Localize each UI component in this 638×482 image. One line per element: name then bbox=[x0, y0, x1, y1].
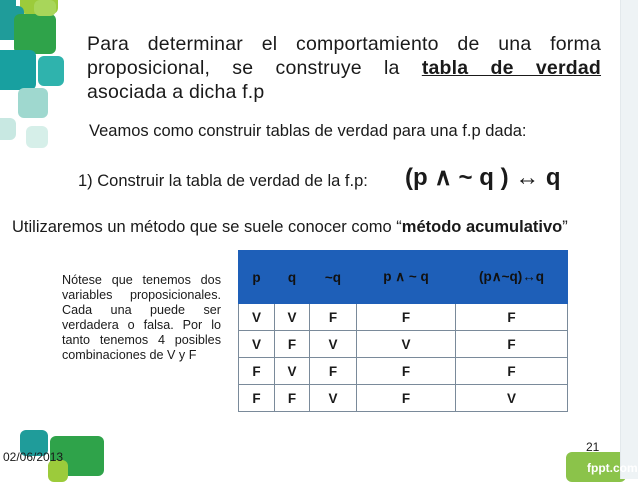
decor-square bbox=[34, 0, 56, 16]
table-row bbox=[239, 385, 568, 412]
subtitle-line: Veamos como construir tablas de verdad para una f.p dada: bbox=[89, 122, 527, 140]
table-cell: F bbox=[456, 331, 568, 358]
header-biconditional: (p∧~q)↔q bbox=[456, 251, 568, 304]
table-cell: F bbox=[310, 358, 357, 385]
table-cell: V bbox=[310, 385, 357, 412]
table-cell: F bbox=[357, 358, 456, 385]
table-header-row bbox=[239, 251, 568, 304]
decor-square bbox=[26, 126, 48, 148]
header-not-q: ~q bbox=[310, 251, 357, 304]
metodo-line bbox=[12, 218, 568, 237]
table-cell: F bbox=[275, 385, 310, 412]
table-row bbox=[239, 331, 568, 358]
intro-paragraph bbox=[87, 32, 601, 104]
header-p-and-not-q: p ∧ ~ q bbox=[357, 251, 456, 304]
table-cell: V bbox=[357, 331, 456, 358]
tabla-de-verdad-emphasis: tabla de verdad bbox=[421, 57, 602, 79]
table-row bbox=[239, 304, 568, 331]
metodo-post: ” bbox=[562, 218, 568, 236]
table-cell: F bbox=[357, 304, 456, 331]
table-cell: F bbox=[275, 331, 310, 358]
fppt-logo: fppt.com bbox=[587, 461, 638, 475]
slide-date: 02/06/2013 bbox=[3, 450, 64, 464]
table-cell: V bbox=[456, 385, 568, 412]
table-cell: F bbox=[239, 358, 275, 385]
decor-square bbox=[18, 88, 48, 118]
intro-line-1: Para determinar el comportamiento de una forma bbox=[87, 33, 601, 55]
intro-line-3: asociada a dicha f.p bbox=[87, 81, 265, 103]
right-edge-bar bbox=[620, 0, 638, 479]
table-cell: F bbox=[310, 304, 357, 331]
decor-square bbox=[38, 56, 64, 86]
decor-square bbox=[14, 14, 56, 54]
side-note: Nótese que tenemos dos variables proposicionales. Cada una puede ser verdadera o falsa. Por lo tanto tenemos 4 posibles combinaciones de V y F bbox=[62, 273, 221, 362]
example-label: 1) Construir la tabla de verdad de la f.p: bbox=[78, 172, 368, 190]
header-q: q bbox=[275, 251, 310, 304]
page-number: 21 bbox=[586, 440, 600, 454]
formula: (p ∧ ~ q ) ↔ q bbox=[405, 164, 561, 191]
intro-line-2-text: proposicional, se construye la bbox=[87, 57, 400, 79]
table-cell: V bbox=[310, 331, 357, 358]
decor-square bbox=[0, 50, 36, 90]
table-cell: F bbox=[239, 385, 275, 412]
decor-square bbox=[0, 118, 16, 140]
table-cell: F bbox=[357, 385, 456, 412]
truth-table bbox=[238, 250, 568, 412]
intro-line-2 bbox=[87, 56, 601, 80]
table-cell: V bbox=[239, 331, 275, 358]
table-cell: V bbox=[275, 358, 310, 385]
header-p: p bbox=[239, 251, 275, 304]
table-cell: F bbox=[456, 358, 568, 385]
metodo-pre: Utilizaremos un método que se suele conocer como “ bbox=[12, 218, 402, 236]
metodo-bold: método acumulativo bbox=[401, 218, 563, 236]
table-cell: V bbox=[239, 304, 275, 331]
table-row bbox=[239, 358, 568, 385]
table-cell: F bbox=[456, 304, 568, 331]
table-cell: V bbox=[275, 304, 310, 331]
